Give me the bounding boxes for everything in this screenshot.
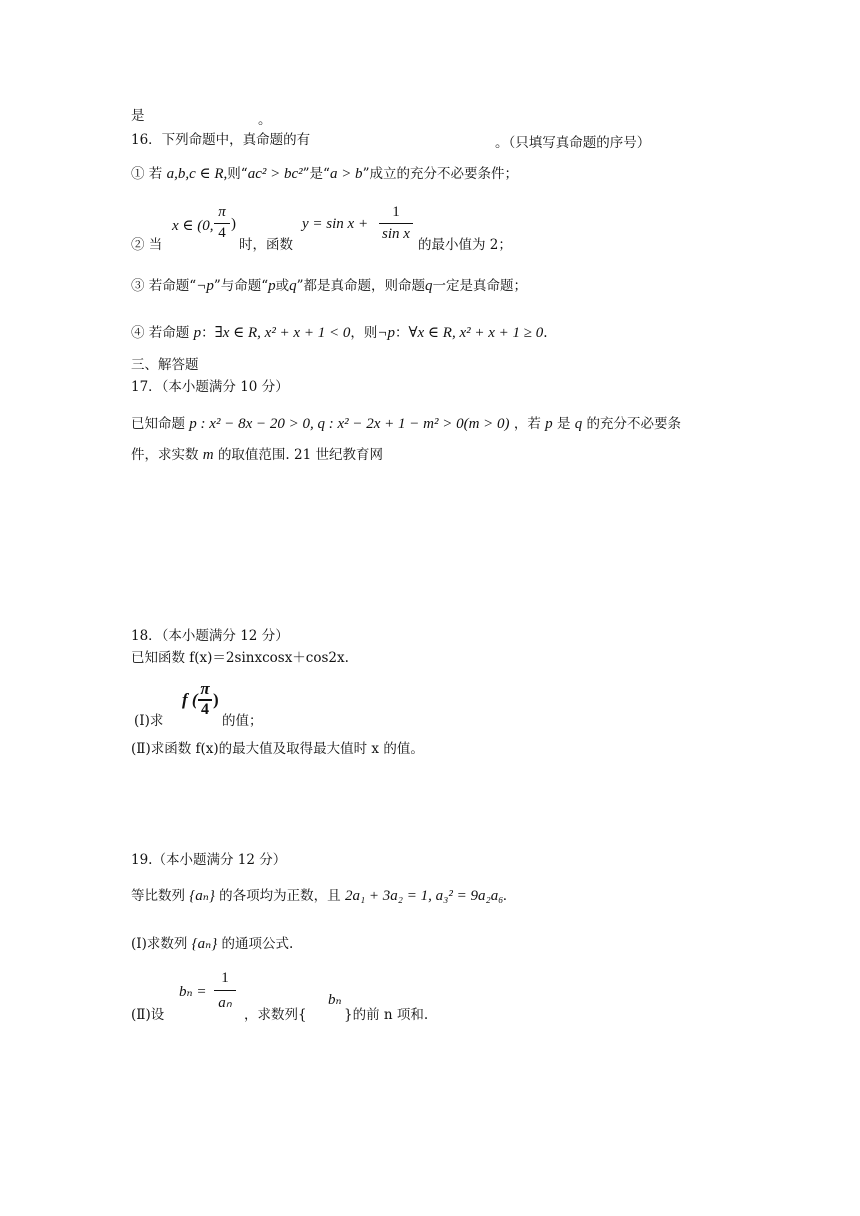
item-text: ③ 若命题“ <box>131 278 197 294</box>
math-expr: bₙ <box>328 992 342 1008</box>
q17-line-2 <box>131 446 383 464</box>
fraction-bar <box>214 223 230 224</box>
continuation-line <box>131 107 145 125</box>
item-text: 一定是真命题； <box>432 278 528 294</box>
q19-part-1 <box>131 935 293 953</box>
math-expr: bₙ = <box>179 984 207 1000</box>
q16-item-1 <box>131 165 518 183</box>
item-text: 的值； <box>222 713 263 729</box>
math-expr: {aₙ} <box>189 888 215 904</box>
section-heading: 三、解答题 <box>131 357 199 373</box>
item-text: (Ⅰ)求数列 <box>131 936 188 952</box>
item-text: ① 若 <box>131 166 163 182</box>
item-text: 件，求实数 <box>131 447 199 463</box>
q19-line-1 <box>131 887 507 905</box>
item-text: 已知命题 <box>131 416 185 432</box>
item-text: 的充分不必要条 <box>586 416 682 432</box>
fraction-denominator: 4 <box>201 701 209 718</box>
blank-end-mark: 。 <box>258 112 272 128</box>
q16-item-4 <box>131 324 548 342</box>
math-expr: q <box>574 416 583 432</box>
fraction-bar <box>379 223 413 224</box>
q16-stem-text: 16．下列命题中，真命题的有 <box>131 132 311 148</box>
fraction-numerator: π <box>218 204 226 220</box>
math-expr: p : x² − 8x − 20 > 0, q : x² − 2x + 1 − m² > 0(m > 0) <box>189 416 510 432</box>
math-expr: {aₙ} <box>191 936 218 952</box>
fragment-text: 是 <box>131 108 145 124</box>
math-expr: ac² > bc² <box>247 166 303 182</box>
math-expr: a > b <box>329 166 363 182</box>
q18-part-2: (Ⅱ)求函数 f(x)的最大值及取得最大值时 x 的值。 <box>131 741 424 757</box>
fraction-bar <box>214 990 236 991</box>
item-text: ，则 <box>350 325 378 341</box>
q18-given: 已知函数 f(x)＝2sinxcosx＋cos2x. <box>131 650 349 666</box>
item-text: ： <box>394 325 409 341</box>
item-text: ④ 若命题 <box>131 325 190 341</box>
fraction-numerator: 1 <box>221 970 229 986</box>
math-expr: ¬p <box>196 278 214 294</box>
math-expr: f ( <box>182 690 198 709</box>
q17-heading: 17．（本小题满分 10 分） <box>131 379 289 395</box>
q18-part-1-label: (Ⅰ)求 <box>134 713 164 729</box>
item-text: . <box>543 325 548 341</box>
math-expr: ∀x ∈ R, x² + x + 1 ≥ 0 <box>408 325 544 341</box>
item-text: ，若 <box>513 416 541 432</box>
item-text: 或 <box>275 278 290 294</box>
item-text: 则“ <box>227 166 248 182</box>
math-expr: p <box>193 325 202 341</box>
fraction-denominator: 4 <box>218 225 226 241</box>
q16-tail: 。（只填写真命题的序号） <box>495 135 651 151</box>
q18-heading: 18．（本小题满分 12 分） <box>131 628 289 644</box>
math-expr: m <box>202 447 214 463</box>
item-text: ”都是真命题，则命题 <box>296 278 426 294</box>
q16-item-3 <box>131 277 527 295</box>
math-expr: p <box>268 278 276 294</box>
fraction-denominator: sin x <box>382 226 410 242</box>
math-expr: ∃x ∈ R, x² + x + 1 < 0 <box>214 325 351 341</box>
fraction-numerator: 1 <box>392 204 400 220</box>
math-expr: p <box>545 416 553 432</box>
math-paren: ) <box>231 216 236 232</box>
item-text: ”是“ <box>302 166 330 182</box>
item-text: 时，函数 <box>239 237 293 253</box>
item-text: 等比数列 <box>131 888 185 904</box>
math-expr: a,b,c ∈ R, <box>166 166 228 182</box>
q17-line-1 <box>131 415 681 433</box>
item-text: 的各项均为正数，且 <box>219 888 341 904</box>
item-text: 的最小值为 2； <box>418 237 512 253</box>
math-expr: q <box>289 278 297 294</box>
fraction-denominator: aₙ <box>218 995 232 1011</box>
item-text: 是 <box>556 416 571 432</box>
item-text: 的通项公式. <box>221 936 294 952</box>
item-text: ”成立的充分不必要条件； <box>362 166 518 182</box>
math-paren: ) <box>213 690 219 709</box>
item-text: ，求数列{ <box>244 1007 307 1023</box>
math-expr: q <box>425 278 433 294</box>
item-text: ”与命题“ <box>213 278 269 294</box>
q16-stem <box>131 131 310 149</box>
math-expr: y = sin x + <box>302 216 369 232</box>
item-text: 的取值范围. 21 世纪教育网 <box>217 447 383 463</box>
item-text: }的前 n 项和. <box>344 1007 429 1023</box>
q19-part-2-label: (Ⅱ)设 <box>131 1007 165 1023</box>
fraction-numerator: π <box>200 679 210 698</box>
item-text: ： <box>201 325 215 341</box>
math-expr: ¬p <box>377 325 395 341</box>
q19-heading: 19.（本小题满分 12 分） <box>131 852 287 868</box>
q16-item-2-label: ② 当 <box>131 237 163 253</box>
math-expr: 2a₁ + 3a₂ = 1, a₃² = 9a₂a₆. <box>344 888 508 904</box>
math-expr: x ∈ (0, <box>172 218 214 234</box>
